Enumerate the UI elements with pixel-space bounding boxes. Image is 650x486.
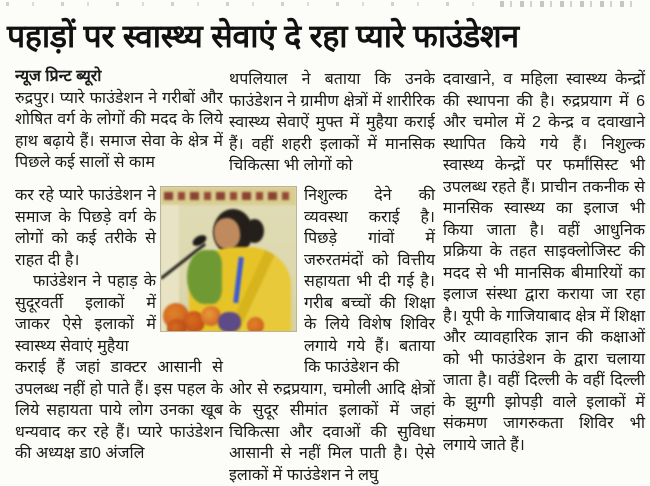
flower [167, 319, 187, 332]
column1-top-block [15, 66, 223, 185]
paragraph: कर रहे प्यारे फाउंडेशन ने समाज के पिछड़े वर्ग के लोगों को कई तरीके से राहत दी है। [15, 185, 156, 271]
paragraph: दवाखाने, व महिला स्वास्थ्य केन्द्रों की स्थापना की है। रुद्रप्रयाग में 6 और चमोल में 2 केन्द्र व दवाखाने स्थापित किये गये हैं। निशुल्क स्वास्थ्य केन्द्रों पर फर्मांसिस्ट भी उपलब्ध रहते हैं। प्राचीन तकनीक से मानसिक स्वास्थ्य का इलाज भी किया जाता है। वहीं आधुनिक प्रक्रिया के तहत साइक्लोजिस्ट की मदद से भी मानसिक बीमारियों का इलाज संस्था द्वारा कराया जा रहा है। यूपी के गाजियाबाद क्षेत्र में शिक्षा और व्यावहारिक ज्ञान की कक्षाओं को भी फाउंडेशन के द्वारा चलाया जाता है। वहीं दिल्ली के वहीं दिल्ली के झुग्गी झोपड़ी वाले इलाकों में संकमण जागरुकता शिविर भी लगाये जाते हैं। [443, 69, 645, 456]
paragraph: फाउंडेशन ने पहाड़ के सुदूरवर्ती इलाकों में जाकर ऐसे इलाकों में स्वास्थ्य सेवाएं मुहैया [15, 271, 156, 357]
photo-banner-text [164, 192, 292, 200]
paragraph: निशुल्क देने की व्यवस्था कराई है। पिछड़े गांवों में जरुरतमंदों को वित्तीय सहायता भी दी गई है। गरीब बच्चों की शिक्षा के लिये विशेष शिविर लगाये गये हैं। बताया कि फाउंडेशन की [304, 185, 435, 379]
byline: न्यूज प्रिन्ट ब्यूरो [15, 66, 223, 88]
column2-top-block [229, 69, 435, 185]
article-headline: पहाड़ों पर स्वास्थ्य सेवाएं दे रहा प्यारे फाउंडेशन [7, 18, 647, 55]
dateline: रुद्रपुर। [15, 90, 55, 107]
purple-object [218, 312, 241, 332]
paragraph: ओर से रुद्रप्रयाग, चमोली आदि क्षेत्रों के सुदूर सीमांत इलाकों में जहां चिकित्सा और दवाओं की सुविधा आसानी से नहीं मिल पाती है। ऐसे इलाकों में फाउंडेशन ने लघु [229, 379, 435, 486]
paragraph-text: प्यारे फाउंडेशन ने गरीबों और शोषित वर्ग के लोगों की मदद के लिये हाथ बढ़ाये हैं। समाज सेवा के क्षेत्र में पिछले कई सालों से काम [15, 90, 223, 172]
photo-illustration [161, 187, 296, 331]
paragraph [15, 88, 223, 174]
flower [247, 317, 264, 332]
paragraph: थपलियाल ने बताया कि उनके फाउंडेशन ने ग्रामीण क्षेत्रों में शारीरिक स्वास्थ्य सेवाऐं मुफ्त में मुहैया कराई हैं। वहीं शहरी इलाकों में मानसिक चिकित्सा भी लोगों को [229, 69, 435, 177]
column1-narrow-block [15, 185, 156, 357]
cut-off-print-marks [500, 1, 640, 7]
paragraph: कराई हैं जहां डाक्टर आसानी से उपलब्ध नहीं हो पाते हैं। इस पहल के लिये सहायता पाये लोग उनका खूब धन्यवाद कर रहे हैं। प्यारे फाउंडेशन की अध्यक्ष डा0 अंजलि [15, 357, 223, 465]
speaker-green-blouse [187, 250, 222, 304]
speaker-hair-bun [245, 219, 264, 243]
article-column-3 [443, 69, 645, 456]
column2-narrow-block [304, 185, 435, 379]
cut-off-print-marks [6, 2, 476, 6]
article-photo [160, 186, 297, 332]
